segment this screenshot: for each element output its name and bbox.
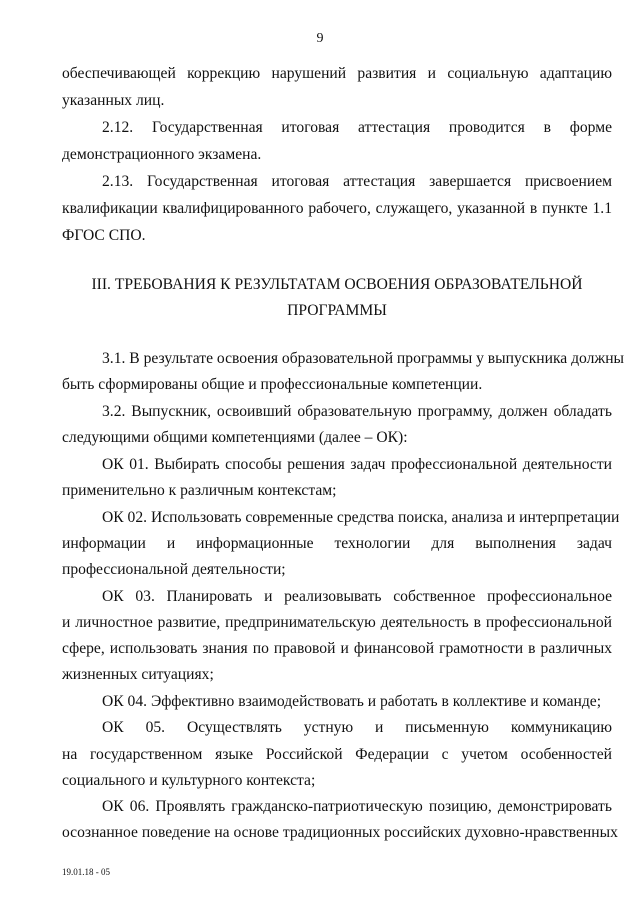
text-line: указанных лиц. — [62, 92, 165, 109]
text-line: ФГОС СПО. — [62, 227, 146, 244]
section-heading-line-1: III. ТРЕБОВАНИЯ К РЕЗУЛЬТАТАМ ОСВОЕНИЯ ОБРАЗОВАТЕЛЬНОЙ — [91, 276, 583, 293]
text-line: ОК 03. Планировать и реализовывать собственное профессиональное — [102, 588, 612, 605]
text-line: на государственном языке Российской Федерации с учетом особенностей — [62, 746, 612, 763]
text-line: ОК 06. Проявлять гражданско-патриотическую позицию, демонстрировать — [102, 798, 612, 815]
text-line: ОК 05. Осуществлять устную и письменную коммуникацию — [102, 719, 612, 736]
text-line: ОК 04. Эффективно взаимодействовать и работать в коллективе и команде; — [102, 693, 602, 710]
text-line: обеспечивающей коррекцию нарушений развития и социальную адаптацию — [62, 65, 612, 82]
text-line: 3.1. В результате освоения образовательной программы у выпускника должны — [102, 350, 625, 367]
text-line: профессиональной деятельности; — [62, 561, 286, 578]
text-line: 3.2. Выпускник, освоивший образовательную программу, должен обладать — [102, 403, 612, 420]
text-line: социального и культурного контекста; — [62, 772, 316, 789]
text-line: 2.13. Государственная итоговая аттестация завершается присвоением — [102, 173, 612, 190]
text-line: демонстрационного экзамена. — [62, 146, 262, 163]
text-line: быть сформированы общие и профессиональные компетенции. — [62, 376, 483, 393]
text-line: информации и информационные технологии для выполнения задач — [62, 535, 612, 552]
footer-code: 19.01.18 - 05 — [62, 867, 110, 877]
text-line: сфере, использовать знания по правовой и финансовой грамотности в различных — [62, 640, 612, 657]
text-line: жизненных ситуациях; — [62, 666, 214, 683]
page-number: 9 — [316, 31, 324, 46]
text-line: применительно к различным контекстам; — [62, 482, 337, 499]
text-line: ОК 01. Выбирать способы решения задач профессиональной деятельности — [102, 456, 612, 473]
section-heading-line-2: ПРОГРАММЫ — [287, 302, 387, 319]
text-line: ОК 02. Использовать современные средства поиска, анализа и интерпретации — [102, 509, 620, 526]
text-line: осознанное поведение на основе традиционных российских духовно-нравственных — [62, 824, 618, 841]
text-line: 2.12. Государственная итоговая аттестация проводится в форме — [102, 119, 612, 136]
text-line: и личностное развитие, предпринимательскую деятельность в профессиональной — [62, 614, 612, 631]
text-line: квалификации квалифицированного рабочего, служащего, указанной в пункте 1.1 — [62, 200, 612, 217]
text-line: следующими общими компетенциями (далее – ОК): — [62, 429, 408, 446]
